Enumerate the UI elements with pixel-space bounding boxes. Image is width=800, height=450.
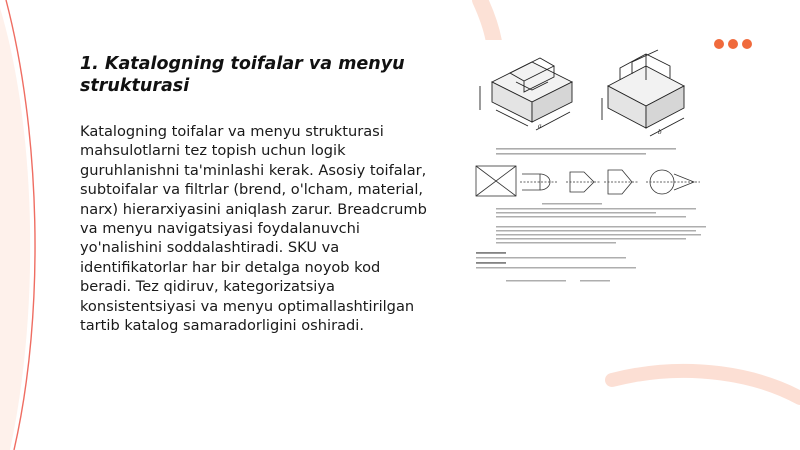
decorative-dots [714,39,752,49]
slide-body-text: Katalogning toifalar va menyu strukturasi mahsulotlarni tez topish uchun logik guruhlanishni ta'minlashi kerak. Asosiy toifalar, subtoifalar va filtrlar (brend, o'lcham, material, narx) hierarxiyasini aniqlash zarur. Breadcrumb va menyu navigatsiyasi foydalanuvchi yo'nalishini soddalashtiradi. SKU va identifikatorlar har bir detalga noyob kod beradi. Tez qidiruv, kategorizatsiya konsistentsiyasi va menyu optimallashtirilgan tartib katalog samaradorligini oshiradi. [80,123,427,335]
isometric-part-a-drawing [480,58,572,130]
figure-text-lines [476,203,706,282]
dot-icon [728,39,738,49]
figure-caption-lines [496,148,676,155]
isometric-part-b-drawing [602,50,684,136]
slide-title: 1. Katalogning toifalar va menyu strukturasi [80,54,405,96]
orthographic-views-drawing [476,166,700,196]
technical-drawing-image [470,40,710,295]
figure-label-a: a [538,122,542,130]
dot-icon [714,39,724,49]
figure-label-b: b [658,128,662,136]
dot-icon [742,39,752,49]
